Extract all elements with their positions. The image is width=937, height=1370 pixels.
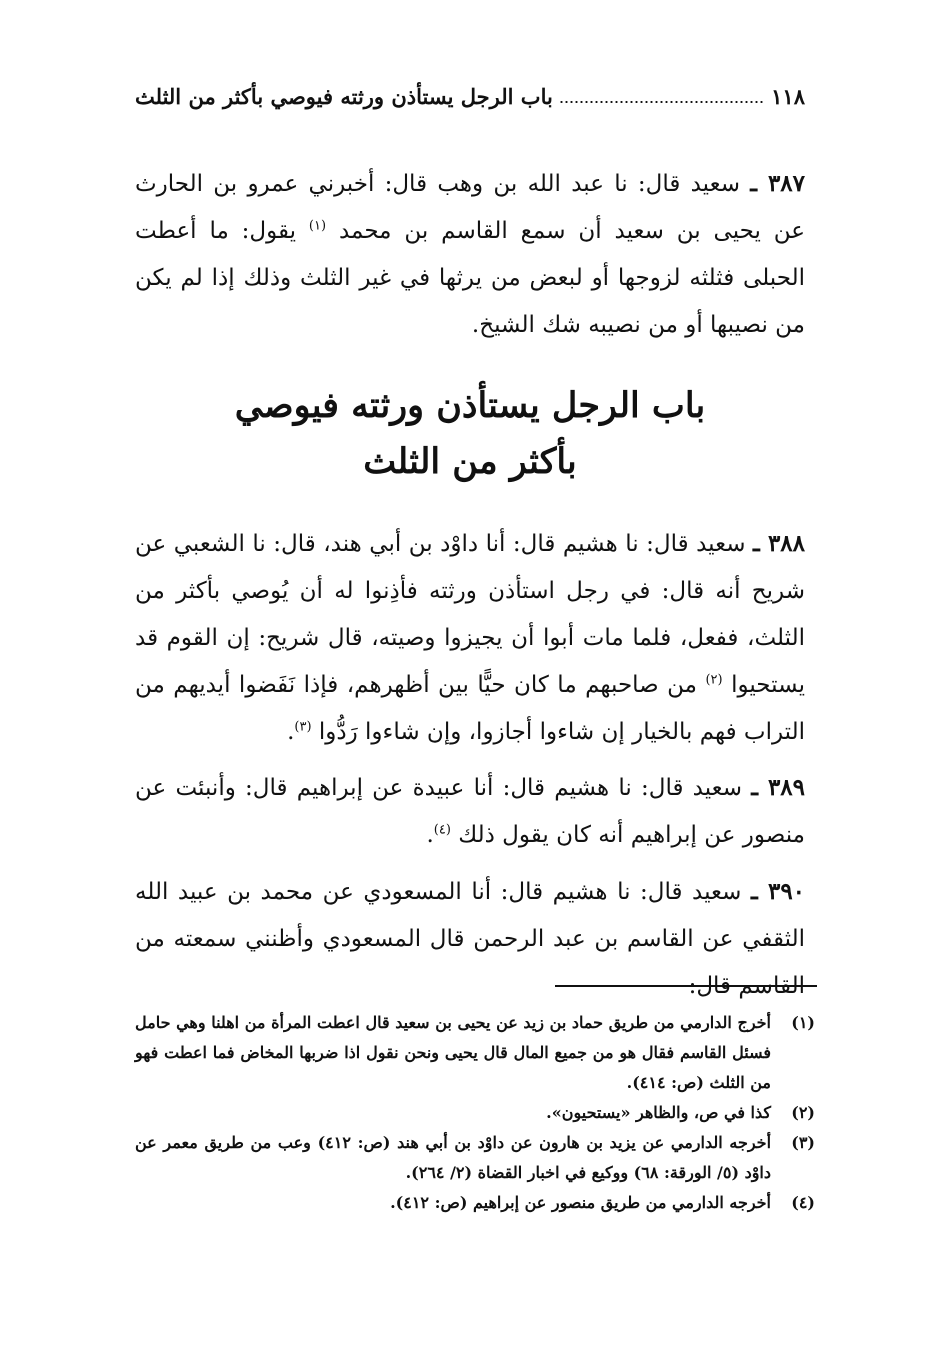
footnotes bbox=[135, 1008, 815, 1218]
leader-dots bbox=[559, 101, 765, 103]
hadith-text: سعيد قال: نا هشيم قال: أنا المسعودي عن محمد بن عبيد الله الثقفي عن القاسم بن عبد الرحمن قال المسعودي وأظنني سمعته من القاسم قال: bbox=[135, 879, 805, 999]
footnote-text: أخرجه الدارمي عن يزيد بن هارون عن داوْد بن أبي هند (ص: ٤١٢) وعب من طريق معمر عن داوْد (٥/ الورقة: ٦٨) ووكيع في اخبار القضاة (٢/ ٢٦٤). bbox=[135, 1133, 772, 1182]
hadith-390 bbox=[135, 868, 805, 1010]
footnote-separator bbox=[555, 985, 817, 987]
hadith-text: سعيد قال: نا عبد الله بن وهب قال: أخبرني عمرو بن الحارث عن يحيى بن سعيد أن سمع القاسم بن محمد bbox=[135, 171, 806, 244]
hadith-text: يقول: ما أعطت الحبلى فثلثه لزوجها أو لبعض من يرثها في غير الثلث وذلك إذا لم يكن من نصيبها أو من نصيبه شك الشيخ. bbox=[135, 218, 805, 338]
hadith-389 bbox=[135, 764, 805, 859]
footnote bbox=[135, 1188, 815, 1218]
footnote-ref: (٣) bbox=[294, 719, 312, 735]
footnote-text: أخرج الدارمي من طريق حماد بن زيد عن يحيى بن سعيد قال اعطت المرأة من اهلنا وهي حامل فسئل القاسم فقال هو من جميع المال قال يحيى ونحن نقول اذا ضربها المخاض فما اعطت فهو من الثلث (ص: ٤١٤). bbox=[135, 1013, 771, 1092]
page-number: ١١٨ bbox=[771, 83, 805, 109]
hadith-number: ٣٨٧ ـ bbox=[750, 170, 805, 197]
footnote-number: (٤) bbox=[791, 1193, 815, 1212]
chapter-title bbox=[135, 378, 805, 490]
footnote bbox=[135, 1008, 815, 1098]
hadith-text: . bbox=[287, 719, 295, 745]
chapter-title-line: باب الرجل يستأذن ورثته فيوصي bbox=[234, 385, 706, 426]
hadith-text: من صاحبهم ما كان حيًّا بين أظهرهم، فإذا نَفَضوا أيديهم من التراب فهم بالخيار إن شاءوا أجازوا، وإن شاءوا رَدُّوا bbox=[135, 672, 805, 745]
footnote-text: كذا في ص، والظاهر «يستحيون». bbox=[546, 1103, 771, 1122]
footnote-number: (٣) bbox=[791, 1133, 815, 1152]
footnote-text: أخرجه الدارمي من طريق منصور عن إبراهيم (ص: ٤١٢). bbox=[390, 1193, 771, 1212]
hadith-text: سعيد قال: نا هشيم قال: أنا عبيدة عن إبراهيم قال: وأنبئت عن منصور عن إبراهيم أنه كان يقول ذلك bbox=[135, 775, 805, 848]
running-header bbox=[135, 76, 805, 116]
footnote-ref: (٢) bbox=[705, 672, 723, 688]
footnote-ref: (٤) bbox=[433, 822, 451, 838]
footnote-number: (١) bbox=[791, 1013, 815, 1032]
footnote bbox=[135, 1128, 815, 1188]
hadith-number: ٣٨٩ ـ bbox=[751, 774, 805, 801]
hadith-text: سعيد قال: نا هشيم قال: أنا داوْد بن أبي هند، قال: نا الشعبي عن شريح أنه قال: في رجل استأذن ورثته فأذِنوا له أن يُوصي بأكثر من الثلث، ففعل، فلما مات أبوا أن يجيزوا وصيته، قال شريح: إن القوم قد يستحيوا bbox=[135, 531, 805, 698]
hadith-387 bbox=[135, 160, 805, 349]
hadith-text: . bbox=[426, 822, 434, 848]
footnote-ref: (١) bbox=[308, 218, 327, 234]
hadith-number: ٣٩٠ ـ bbox=[750, 878, 806, 905]
running-title: باب الرجل يستأذن ورثته فيوصي بأكثر من الثلث bbox=[135, 83, 553, 109]
hadith-number: ٣٨٨ ـ bbox=[753, 530, 805, 557]
hadith-388 bbox=[135, 520, 805, 756]
footnote bbox=[135, 1098, 815, 1128]
footnote-number: (٢) bbox=[791, 1103, 815, 1122]
chapter-title-line: بأكثر من الثلث bbox=[363, 441, 577, 482]
